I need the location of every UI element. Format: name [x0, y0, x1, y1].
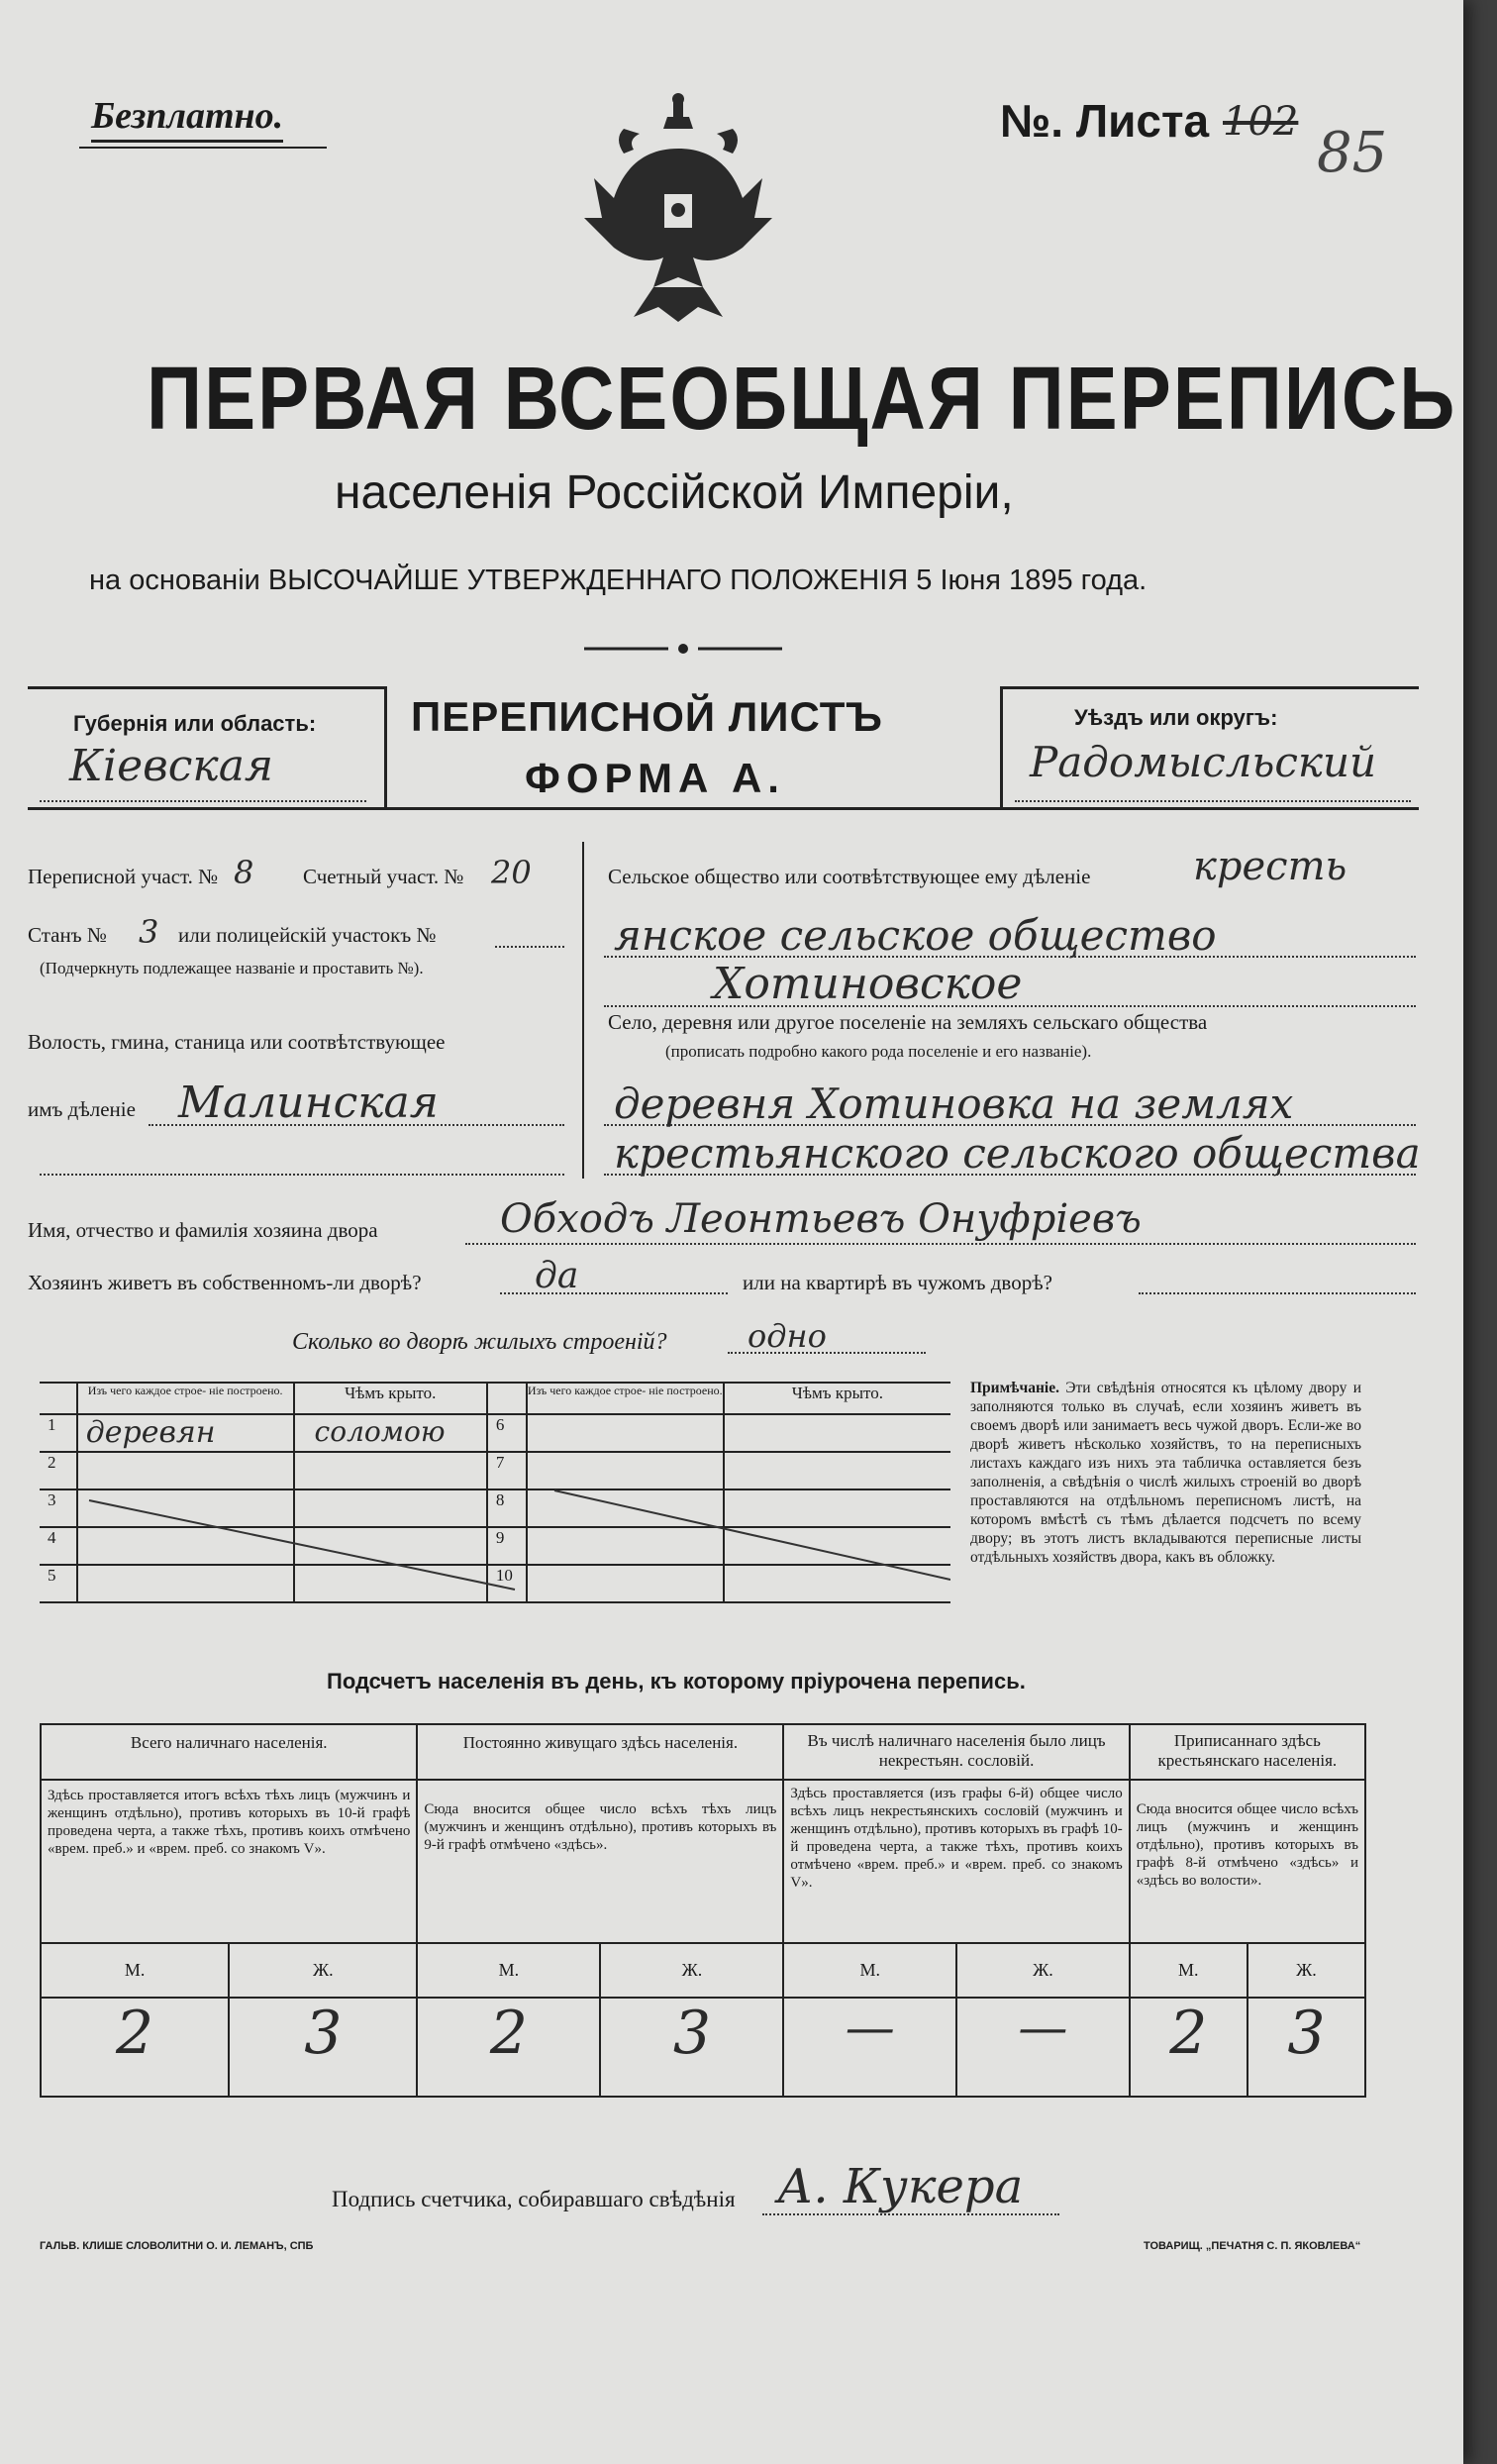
- village-note: (прописать подробно какого рода поселеніе и его названіе).: [665, 1042, 1092, 1061]
- buildings-label: Сколько во дворѣ жилыхъ строеній?: [292, 1329, 667, 1355]
- female-count[interactable]: —: [956, 1998, 1130, 2097]
- divider-top: [28, 807, 1419, 810]
- female-header: Ж.: [1248, 1943, 1365, 1998]
- volost-value[interactable]: Малинская: [178, 1078, 439, 1128]
- col-roof-left: Чѣмъ крыто.: [294, 1383, 487, 1414]
- own-yard-rule: [500, 1292, 728, 1294]
- col-material-left: Изъ чего каждое строе- ніе построено.: [77, 1383, 294, 1414]
- row-no: 5: [40, 1565, 77, 1602]
- column-separator: [582, 842, 584, 1179]
- district-value[interactable]: 8: [234, 854, 254, 891]
- form-type: ФОРМА А.: [525, 755, 785, 801]
- signature-rule: [762, 2213, 1059, 2215]
- main-title: ПЕРВАЯ ВСЕОБЩАЯ ПЕРЕПИСЬ: [147, 348, 1457, 449]
- male-count[interactable]: 2: [41, 1998, 229, 2097]
- pop-col-head: Въ числѣ наличнаго населенія было лицъ некрестьян. сословій.: [783, 1724, 1129, 1780]
- col-roof-right: Чѣмъ крыто.: [724, 1383, 950, 1414]
- volost-label-1: Волость, гмина, станица или соотвѣтствующее: [28, 1030, 446, 1054]
- stan-value[interactable]: 3: [139, 913, 159, 951]
- female-header: Ж.: [956, 1943, 1130, 1998]
- owner-rule: [465, 1243, 1416, 1245]
- row-roof[interactable]: соломою: [294, 1414, 487, 1452]
- uezd-value[interactable]: Радомысльский: [1030, 738, 1377, 786]
- buildings-value[interactable]: одно: [748, 1317, 827, 1355]
- row-material[interactable]: деревян: [77, 1414, 294, 1452]
- population-title: Подсчетъ населенія въ день, къ которому пріурочена перепись.: [327, 1669, 1026, 1694]
- own-yard-value[interactable]: да: [535, 1256, 579, 1296]
- female-count[interactable]: 3: [1248, 1998, 1365, 2097]
- gubernia-value[interactable]: Кіевская: [69, 741, 274, 791]
- row-no: 9: [487, 1527, 527, 1565]
- signature-value[interactable]: А. Кукера: [777, 2159, 1024, 2214]
- count-label: Счетный участ. №: [303, 865, 464, 888]
- male-header: М.: [783, 1943, 956, 1998]
- male-count[interactable]: —: [783, 1998, 956, 2097]
- row-no: 1: [40, 1414, 77, 1452]
- pop-col-head: Постоянно живущаго здѣсь населенія.: [417, 1724, 783, 1780]
- pop-col-desc: Сюда вносится общее число всѣхъ тѣхъ лицъ (мужчинъ и женщинъ отдѣльно), противъ которыхъ въ 9-й графѣ отмѣчено «здѣсь».: [417, 1780, 783, 1943]
- signature-label: Подпись счетчика, собиравшаго свѣдѣнія: [332, 2187, 736, 2211]
- police-rule: [495, 946, 564, 948]
- rented-label: или на квартирѣ въ чужомъ дворѣ?: [743, 1271, 1052, 1294]
- pop-col-desc: Здѣсь проставляется (изъ графы 6-й) общее число всѣхъ лицъ некрестьянскихъ сословій (мужчинъ и женщинъ отдѣльно), противъ которыхъ въ графѣ 10-й проведена черта, а также тѣхъ, противъ коихъ отмѣчено «врем. преб.» и «врем. преб. со знакомъ V».: [783, 1780, 1129, 1943]
- society-rule-3: [604, 1005, 1416, 1007]
- society-value-1[interactable]: кресть: [1193, 844, 1347, 889]
- rented-rule: [1139, 1292, 1416, 1294]
- female-count[interactable]: 3: [229, 1998, 417, 2097]
- male-count[interactable]: 2: [1130, 1998, 1248, 2097]
- male-header: М.: [41, 1943, 229, 1998]
- volost-rule-2: [40, 1174, 564, 1176]
- sheet-number-new: 85: [1317, 121, 1388, 185]
- pop-col-desc: Здѣсь проставляется итогъ всѣхъ тѣхъ лицъ (мужчинъ и женщинъ отдѣльно), противъ которыхъ въ 10-й графѣ проведена черта, а также тѣхъ, противъ коихъ отмѣчено «врем. преб.» и «врем. преб. со знакомъ V».: [41, 1780, 417, 1943]
- population-table: [40, 1723, 1366, 2098]
- row-no: 7: [487, 1452, 527, 1489]
- footer-left: ГАЛЬВ. КЛИШЕ СЛОВОЛИТНИ О. И. ЛЕМАНЪ, СПБ: [40, 2240, 314, 2252]
- imperial-eagle-icon: [584, 89, 772, 327]
- volost-rule-1: [149, 1124, 564, 1126]
- society-value-3[interactable]: Хотиновское: [713, 959, 1023, 1009]
- sheet-number-crossed: 102: [1223, 99, 1299, 145]
- female-header: Ж.: [229, 1943, 417, 1998]
- note-text: Эти свѣдѣнія относятся къ цѣлому двору и заполняются только въ случаѣ, если хозяинъ живетъ въ своемъ дворѣ или занимаетъ весь чужой дворъ. Если-же во дворѣ живетъ нѣсколько хозяйствъ, то на переписныхъ листахъ каждаго изъ нихъ эта табличка оставляется безъ заполненія, а свѣдѣнія о числѣ жилыхъ строеній во дворѣ проставляются на отдѣльномъ переписномъ листѣ, на которомъ вмѣстѣ съ тѣмъ дѣлается подсчетъ по всему двору; въ этотъ листъ вкладываются переписные листы отдѣльныхъ хозяйствъ двора, какъ въ обложку.: [970, 1380, 1362, 1566]
- uezd-rule: [1015, 800, 1411, 802]
- village-value-2[interactable]: крестьянского сельского общества: [614, 1129, 1421, 1178]
- cross-out-lines: [79, 1481, 950, 1609]
- basis-line: на основаніи ВЫСОЧАЙШЕ УТВЕРЖДЕННАГО ПОЛОЖЕНІЯ 5 Іюня 1895 года.: [89, 565, 1148, 596]
- free-underline: [79, 147, 327, 149]
- village-value-1[interactable]: деревня Хотиновка на землях: [614, 1079, 1294, 1128]
- stan-label: Станъ №: [28, 923, 107, 947]
- village-rule-1: [604, 1124, 1416, 1126]
- pop-col-desc: Сюда вносится общее число всѣхъ лицъ (мужчинъ и женщинъ отдѣльно), противъ которыхъ въ графѣ 8-й отмѣчено «здѣсь» и «здѣсь во волости».: [1130, 1780, 1365, 1943]
- village-rule-2: [604, 1174, 1416, 1176]
- owner-value[interactable]: Обходъ Леонтьевъ Онуфріевъ: [500, 1196, 1142, 1242]
- female-header: Ж.: [600, 1943, 783, 1998]
- male-header: М.: [1130, 1943, 1248, 1998]
- society-label: Сельское общество или соотвѣтствующее ему дѣленіе: [608, 865, 1091, 888]
- owner-label: Имя, отчество и фамилія хозяина двора: [28, 1218, 378, 1242]
- male-count[interactable]: 2: [417, 1998, 600, 2097]
- own-yard-label: Хозяинъ живетъ въ собственномъ-ли дворѣ?: [28, 1271, 422, 1294]
- volost-label-2: имъ дѣленіе: [28, 1097, 136, 1121]
- form-name: ПЕРЕПИСНОЙ ЛИСТЪ: [411, 693, 883, 740]
- row-no: 10: [487, 1565, 527, 1602]
- buildings-table: [40, 1382, 950, 1603]
- village-label: Село, деревня или другое поселеніе на земляхъ сельскаго общества: [608, 1010, 1208, 1034]
- ornament-divider: [584, 639, 782, 659]
- police-label: или полицейскій участокъ №: [178, 923, 437, 947]
- district-label: Переписной участ. №: [28, 865, 219, 888]
- gubernia-label: Губернія или область:: [73, 711, 317, 736]
- male-header: М.: [417, 1943, 600, 1998]
- note-block: [970, 1379, 1361, 1567]
- uezd-label: Уѣздъ или округъ:: [1074, 705, 1278, 730]
- free-label: Безплатно.: [91, 94, 283, 143]
- row-no: 8: [487, 1489, 527, 1527]
- female-count[interactable]: 3: [600, 1998, 783, 2097]
- row-no: 3: [40, 1489, 77, 1527]
- count-value[interactable]: 20: [491, 854, 532, 891]
- pop-col-head: Всего наличнаго населенія.: [41, 1724, 417, 1780]
- note-head: Примѣчаніе.: [970, 1380, 1059, 1396]
- row-no: 2: [40, 1452, 77, 1489]
- buildings-rule: [728, 1352, 926, 1354]
- society-rule-2: [604, 956, 1416, 958]
- stan-note: (Подчеркнуть подлежащее названіе и проставить №).: [40, 959, 424, 977]
- pop-col-head: Приписаннаго здѣсь крестьянскаго населенія.: [1130, 1724, 1365, 1780]
- society-value-2[interactable]: янское сельское общество: [614, 911, 1217, 960]
- sheet-number-label: №. Листа: [1000, 95, 1210, 147]
- col-material-right: Изъ чего каждое строе- ніе построено.: [527, 1383, 724, 1414]
- footer-right: ТОВАРИЩ. „ПЕЧАТНЯ С. П. ЯКОВЛЕВА“: [1144, 2240, 1361, 2252]
- gubernia-rule: [40, 800, 366, 802]
- row-no: 4: [40, 1527, 77, 1565]
- sub-title: населенія Россійской Имперіи,: [335, 466, 1014, 519]
- row-no: 6: [487, 1414, 527, 1452]
